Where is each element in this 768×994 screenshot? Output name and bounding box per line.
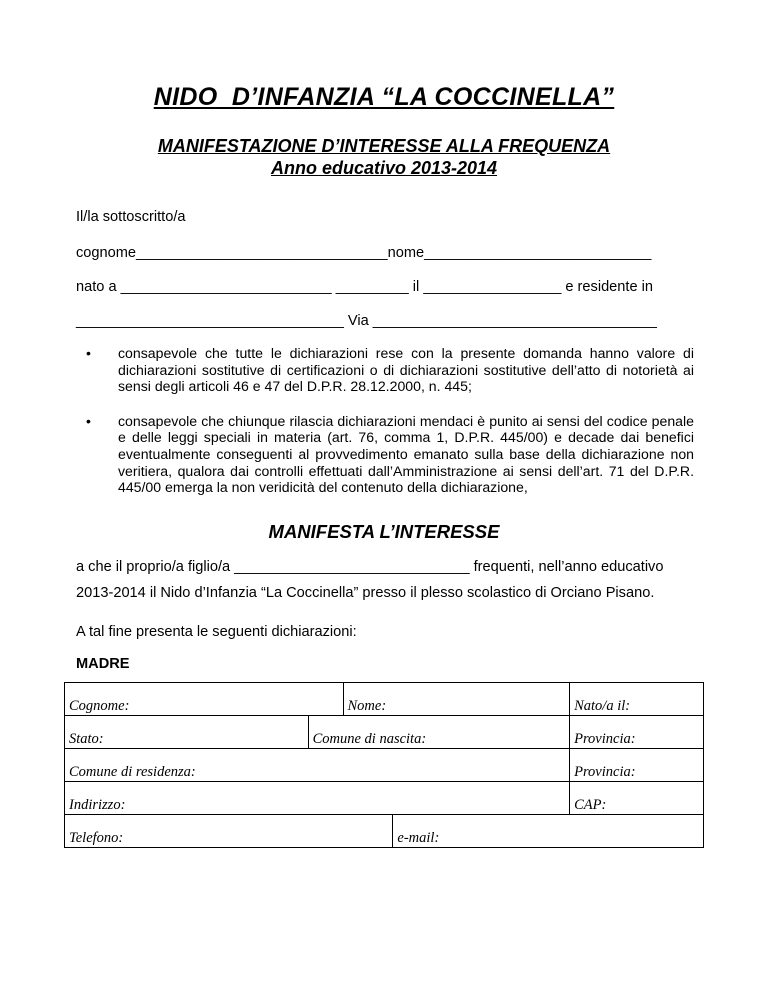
sottoscritto-label: Il/la sottoscritto/a (76, 209, 186, 225)
cap-field[interactable]: CAP: (570, 782, 704, 815)
cognome-nome-line[interactable]: cognome_______________________________nome____________________________ (76, 245, 652, 261)
consapevole-list (76, 345, 694, 514)
stato-field[interactable]: Stato: (65, 716, 309, 749)
bullet-icon: • (86, 412, 91, 429)
nato-residente-line[interactable]: nato a __________________________ _________ il _________________ e residente in (76, 279, 654, 295)
bullet-item-1: • consapevole che tutte le dichiarazioni rese con la presente domanda hanno valore di dichiarazioni sostitutive di certificazioni o di dichiarazioni sostitutive dell’atto di notorietà ai sensi degli articoli 46 e 47 del D.P.R. 28.12.2000, n. 445; (86, 345, 694, 395)
comune-residenza-field[interactable]: Comune di residenza: (65, 749, 570, 782)
comune-nascita-field[interactable]: Comune di nascita: (308, 716, 570, 749)
page-title: NIDO D’INFANZIA “LA COCCINELLA” (153, 83, 615, 111)
subtitle-anno: Anno educativo 2013-2014 (270, 158, 498, 178)
nido-line: 2013-2014 il Nido d’Infanzia “La Coccinella” presso il plesso scolastico di Orciano Pisano. (76, 585, 655, 601)
provincia-nascita-field[interactable]: Provincia: (570, 716, 704, 749)
bullet-item-2: • consapevole che chiunque rilascia dichiarazioni mendaci è punito ai sensi del codice penale e delle leggi speciali in materia (art. 76, comma 1, D.P.R. 445/00) e decade dai benefici eventualmente conseguenti al provvedimento emanato sulla base della dichiarazione non veritiera, qualora dai controlli effettuati dall’Amministrazione ai sensi dell’art. 71 del D.P.R. 445/00 emerga la non veridicità del contenuto della dichiarazione, (86, 412, 694, 496)
dichiarazioni-label: A tal fine presenta le seguenti dichiarazioni: (76, 624, 357, 640)
indirizzo-field[interactable]: Indirizzo: (65, 782, 570, 815)
nato-il-field[interactable]: Nato/a il: (570, 683, 704, 716)
telefono-field[interactable]: Telefono: (65, 815, 393, 848)
subtitle-manifestazione: MANIFESTAZIONE D’INTERESSE ALLA FREQUENZA (157, 136, 611, 156)
email-field[interactable]: e-mail: (393, 815, 704, 848)
bullet-icon: • (86, 345, 91, 361)
nome-field[interactable]: Nome: (343, 683, 570, 716)
manifesta-heading: MANIFESTA L’INTERESSE (268, 521, 500, 542)
figlio-line[interactable]: a che il proprio/a figlio/a _____________________________ frequenti, nell’anno educativo (76, 559, 664, 575)
cognome-field[interactable]: Cognome: (65, 683, 344, 716)
via-line[interactable]: _________________________________ Via ___________________________________ (76, 313, 657, 329)
provincia-residenza-field[interactable]: Provincia: (570, 749, 704, 782)
madre-form-table (64, 682, 704, 848)
madre-heading: MADRE (76, 656, 130, 672)
